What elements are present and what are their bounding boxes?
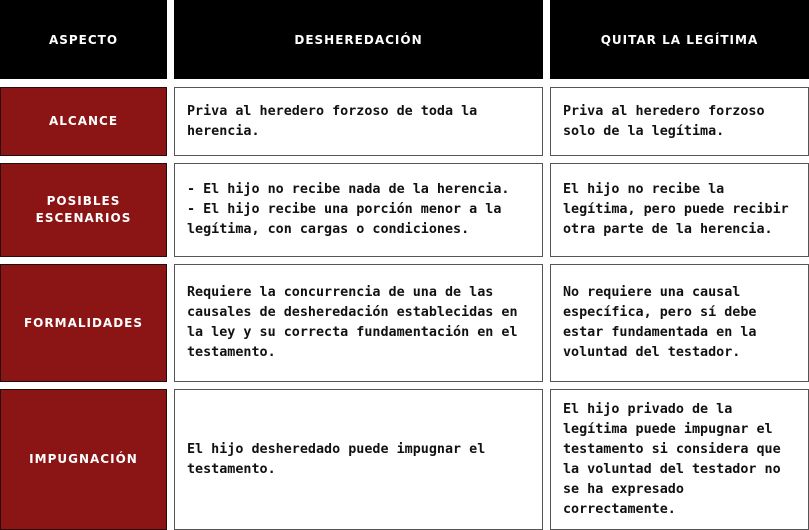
cell-impugnacion-quitar xyxy=(550,389,809,530)
row-label-alcance-text: ALCANCE xyxy=(48,114,119,128)
cell-alcance-quitar xyxy=(550,87,809,156)
cell-escenarios-desheredacion xyxy=(174,163,543,257)
header-desheredacion xyxy=(174,0,543,79)
row-label-formalidades xyxy=(0,264,167,382)
row-label-posibles-escenarios xyxy=(0,163,167,257)
row-label-impugnacion-text: IMPUGNACIÓN xyxy=(29,452,138,466)
header-quitar-legitima xyxy=(550,0,809,79)
row-label-posibles-escenarios-text: POSIBLES ESCENARIOS xyxy=(35,194,132,225)
cell-alcance-desheredacion xyxy=(174,87,543,156)
cell-formalidades-quitar xyxy=(550,264,809,382)
row-label-impugnacion xyxy=(0,389,167,530)
row-label-alcance xyxy=(0,87,167,156)
cell-escenarios-desheredacion-text: - El hijo no recibe nada de la herencia. - El hijo recibe una porción menor a la legítima, con cargas o condiciones. xyxy=(187,182,510,237)
cell-formalidades-quitar-text: No requiere una causal específica, pero sí debe estar fundamentada en la voluntad del testador. xyxy=(563,285,757,360)
header-aspecto xyxy=(0,0,167,79)
header-desheredacion-label: DESHEREDACIÓN xyxy=(294,32,423,47)
cell-escenarios-quitar-text: El hijo no recibe la legítima, pero puede recibir otra parte de la herencia. xyxy=(563,182,789,237)
header-quitar-legitima-label: QUITAR LA LEGÍTIMA xyxy=(600,32,759,47)
header-aspecto-label: ASPECTO xyxy=(48,32,119,47)
cell-escenarios-quitar xyxy=(550,163,809,257)
cell-formalidades-desheredacion xyxy=(174,264,543,382)
cell-impugnacion-desheredacion xyxy=(174,389,543,530)
cell-impugnacion-desheredacion-text: El hijo desheredado puede impugnar el testamento. xyxy=(187,441,486,477)
cell-formalidades-desheredacion-text: Requiere la concurrencia de una de las causales de desheredación establecidas en la ley y su correcta fundamentación en el testamento. xyxy=(187,285,518,360)
row-label-formalidades-text: FORMALIDADES xyxy=(23,315,144,330)
cell-impugnacion-quitar-text: El hijo privado de la legítima puede impugnar el testamento si considera que la voluntad del testador no se ha expresado correctamente. xyxy=(563,401,781,517)
cell-alcance-desheredacion-text: Priva al heredero forzoso de toda la herencia. xyxy=(187,103,478,139)
cell-alcance-quitar-text: Priva al heredero forzoso solo de la legítima. xyxy=(563,103,765,139)
